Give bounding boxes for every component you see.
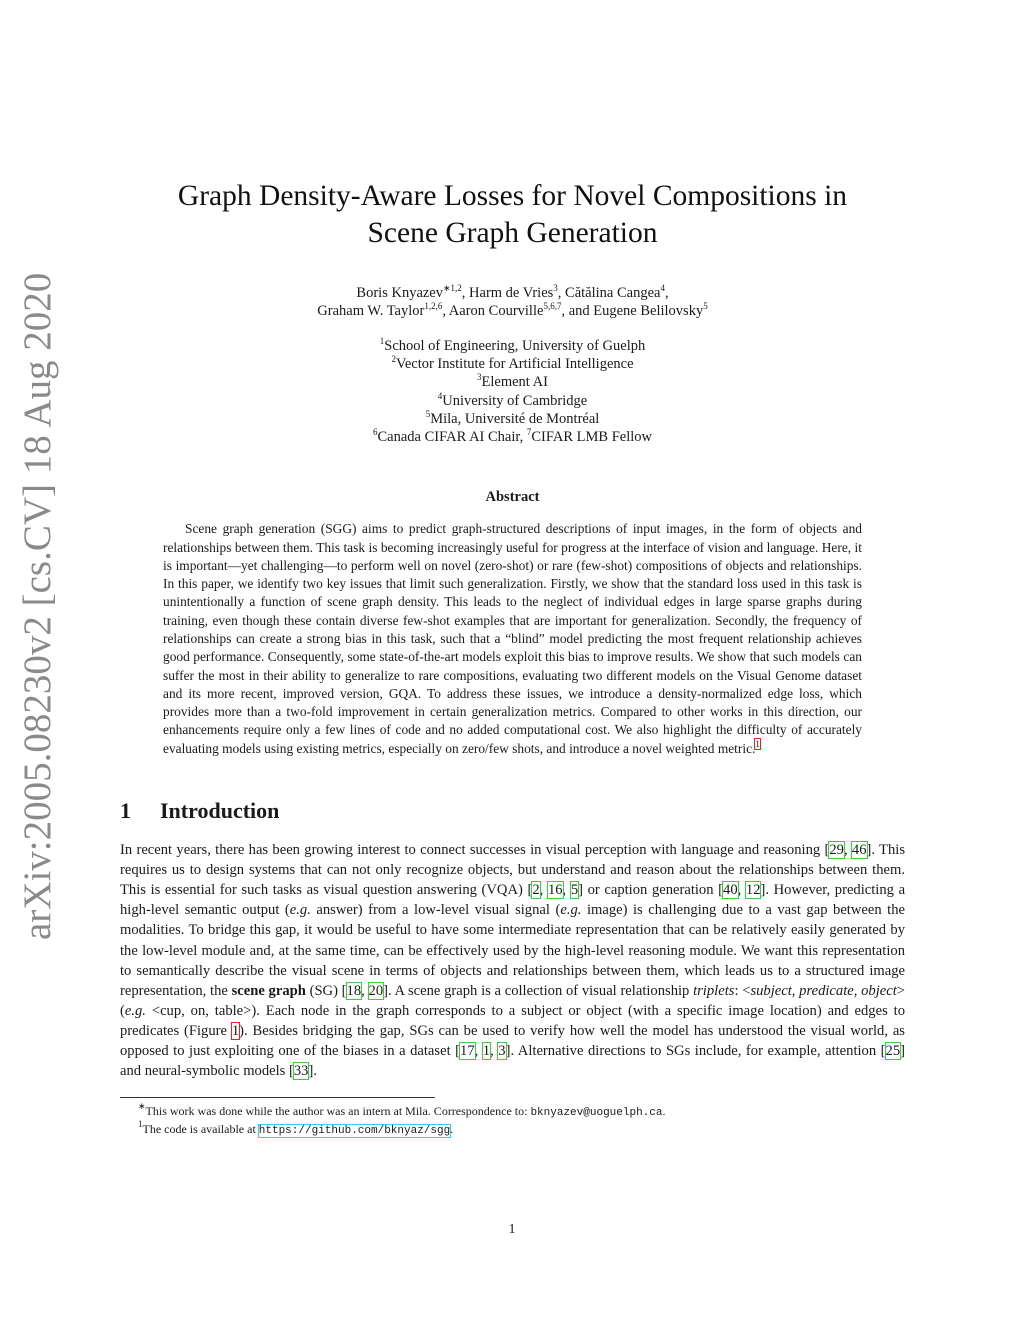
- intro-text: (SG) [: [305, 982, 347, 999]
- intro-emphasis: subject: [750, 982, 792, 999]
- intro-text: ]. This requires us to design systems that can not only recognize objects, but understand and reason about the relationships between them. This is essential for such tasks as visual question answering (VQA) [: [120, 842, 906, 899]
- citation-link[interactable]: 46: [851, 842, 867, 859]
- footnote-mark: ∗: [138, 1101, 146, 1112]
- affiliation-item: [120, 355, 905, 373]
- affil-text: University of Cambridge: [442, 392, 588, 409]
- author-affil-sup: 1,2,6: [424, 301, 443, 311]
- footnote-text: .: [662, 1104, 666, 1119]
- email-address[interactable]: bknyazev@uoguelph.ca: [530, 1107, 663, 1120]
- author-affil-sup: ∗1,2: [443, 283, 462, 293]
- intro-text: ,: [843, 842, 852, 859]
- intro-text: > (: [120, 982, 906, 1019]
- citation-link[interactable]: 18: [346, 982, 362, 999]
- affil-sup: 6: [373, 427, 378, 438]
- intro-text: ].: [308, 1063, 317, 1080]
- abstract-heading: Abstract: [485, 489, 540, 506]
- figure-link[interactable]: 1: [231, 1022, 240, 1039]
- intro-text: ,: [474, 1043, 483, 1060]
- intro-emphasis: predicate: [799, 982, 854, 999]
- authors-line-2: [120, 302, 905, 320]
- page-number: 1: [508, 1222, 516, 1237]
- code-url-link[interactable]: https://github.com/bknyaz/sgg: [258, 1124, 451, 1137]
- affiliation-item: [120, 373, 905, 391]
- affiliation-item: [120, 392, 905, 410]
- intro-text: ). Besides bridging the gap, SGs can be used to verify how well the model has understood the visual world, as opposed to just exploiting one of the biases in a dataset [: [120, 1022, 905, 1060]
- author-affil-sup: 3: [553, 283, 558, 293]
- author-list: [120, 284, 905, 320]
- affiliation-item: [120, 428, 905, 446]
- affil-sup: 4: [437, 390, 443, 401]
- intro-text: ,: [853, 982, 862, 999]
- affil-text: Canada CIFAR AI Chair,: [377, 429, 527, 446]
- intro-text: In recent years, there has been growing interest to connect successes in visual perception with language and reasoning [: [120, 842, 830, 859]
- footnotes: [120, 1101, 905, 1139]
- citation-link[interactable]: 1: [482, 1043, 491, 1060]
- intro-text: ,: [490, 1043, 499, 1060]
- abstract-text: Scene graph generation (SGG) aims to predict graph-structured descriptions of input images, in the form of objects and relationships between them. This task is becoming increasingly useful for progress at the interface of vision and language. Here, it is important—yet challenging—to perform well on novel (zero-shot) or rare (few-shot) compositions of objects and relationships. In this paper, we identify two key issues that limit such generalization. Firstly, we show that the standard loss used in this task is unintentionally a function of scene graph density. This leads to the neglect of individual edges in large sparse graphs during training, even though these contain diverse few-shot examples that are important for generalization. Secondly, the frequency of relationships can create a strong bias in this task, such that a “blind” model predicting the most frequent relationship achieves good performance. Consequently, some state-of-the-art models exploit this bias to improve results. We show that such models can suffer the most in their ability to generalize to rare compositions, evaluating two different models on the Visual Genome dataset and its more recent, improved version, GQA. To address these issues, we introduce a density-normalized edge loss, which provides more than a two-fold improvement in certain generalization metrics. Compared to other works in this direction, our enhancements require only a few lines of code and no added computational cost. We also highlight the difficulty of accurately evaluating models using existing metrics, especially on zero/few shots, and introduce a novel weighted metric.: [163, 521, 862, 756]
- intro-text: ]. However, predicting a high-level semantic output (: [120, 882, 906, 919]
- footnote-text: .: [450, 1121, 454, 1136]
- intro-text: ,: [361, 982, 369, 999]
- affil-sup: 1: [379, 336, 385, 346]
- intro-text: answer) from a low-level visual signal (: [310, 902, 561, 919]
- arxiv-identifier-stamp: arXiv:2005.08230v2 [cs.CV] 18 Aug 2020: [16, 272, 59, 940]
- author-name: , Cătălina Cangea: [557, 285, 661, 301]
- affil-text: School of Engineering, University of Guelph: [384, 338, 646, 354]
- title-line-2: Scene Graph Generation: [367, 217, 658, 249]
- citation-link[interactable]: 12: [745, 882, 761, 899]
- title-line-1: Graph Density-Aware Losses for Novel Compositions in: [177, 180, 848, 212]
- abstract-body: [163, 520, 862, 758]
- citation-link[interactable]: 29: [829, 842, 844, 859]
- author-name: Graham W. Taylor: [317, 303, 425, 319]
- intro-emphasis: triplets: [693, 982, 735, 999]
- intro-text: ] or caption generation [: [578, 882, 724, 899]
- citation-link[interactable]: 16: [547, 882, 563, 899]
- intro-text: ,: [737, 882, 746, 899]
- intro-emphasis: e.g.: [124, 1002, 146, 1019]
- affil-text: Mila, Université de Montréal: [430, 410, 600, 427]
- intro-text: ] and neural-symbolic models [: [120, 1043, 906, 1080]
- introduction-paragraph: [120, 840, 905, 1081]
- affiliation-item: [120, 410, 905, 428]
- paper-page: [120, 0, 905, 1139]
- intro-bold-term: scene graph: [231, 982, 306, 999]
- author-name: , Harm de Vries: [461, 285, 554, 301]
- affil-text: Element AI: [481, 374, 548, 391]
- affiliation-list: [120, 337, 905, 446]
- intro-text: ,: [539, 882, 548, 899]
- author-name: , Aaron Courville: [442, 303, 544, 319]
- affil-text: Vector Institute for Artificial Intelligence: [395, 356, 634, 373]
- authors-line-1: [120, 284, 905, 302]
- footnote-link[interactable]: 1: [755, 738, 760, 749]
- affiliation-item: [120, 337, 905, 355]
- intro-emphasis: object: [861, 982, 897, 999]
- section-heading: [120, 798, 905, 824]
- intro-emphasis: e.g.: [560, 902, 582, 919]
- intro-text: ]. Alternative directions to SGs include, for example, attention [: [505, 1043, 886, 1060]
- footnote-text: This work was done while the author was an intern at Mila. Correspondence to:: [145, 1104, 531, 1119]
- section-number: 1: [120, 798, 131, 824]
- intro-text: image) is challenging due to a vast gap between the modalities. To bridge this gap, it would be useful to have some intermediate representation that can be relatively easily generated by the low-level module and, at the same time, can be effectively used by the high-level reasoning module. We want this representation to semantically describe the visual scene in terms of objects and relationships between them, which leads us to a structured image representation, the: [120, 902, 906, 999]
- author-affil-sup: 4: [660, 283, 665, 293]
- affil-sup: 3: [477, 372, 482, 383]
- intro-text: ,: [791, 982, 800, 999]
- intro-text: ,: [562, 882, 571, 899]
- author-affil-sup: 5,6,7: [543, 301, 562, 311]
- affil-sup: 7: [526, 427, 532, 438]
- footnote-divider: [120, 1097, 435, 1098]
- citation-link[interactable]: 33: [293, 1063, 309, 1080]
- footnote-mark: 1: [138, 1118, 143, 1129]
- footnote-item: [120, 1118, 905, 1140]
- citation-link[interactable]: 40: [723, 882, 738, 899]
- citation-link[interactable]: 3: [498, 1043, 506, 1060]
- intro-text: <cup, on, table>). Each node in the graph corresponds to a subject or object (with a specific image location) and edges to predicates (Figure: [120, 1002, 905, 1039]
- affil-text: CIFAR LMB Fellow: [531, 429, 652, 446]
- citation-link[interactable]: 5: [570, 882, 579, 899]
- paper-title: [120, 178, 905, 252]
- intro-emphasis: e.g.: [289, 902, 311, 919]
- intro-text: : <: [734, 982, 751, 999]
- author-sep: ,: [664, 285, 669, 301]
- author-name: Boris Knyazev: [356, 285, 443, 301]
- citation-link[interactable]: 25: [885, 1043, 901, 1060]
- citation-link[interactable]: 2: [532, 882, 540, 899]
- footnote-item: [120, 1101, 905, 1122]
- footnote-text: The code is available at: [142, 1121, 259, 1136]
- affil-sup: 2: [391, 354, 396, 365]
- section-title: Introduction: [160, 798, 280, 824]
- author-name: , and Eugene Belilovsky: [561, 303, 704, 319]
- citation-link[interactable]: 20: [368, 982, 384, 999]
- intro-text: ]. A scene graph is a collection of visual relationship: [383, 982, 694, 999]
- affil-sup: 5: [425, 408, 431, 419]
- citation-link[interactable]: 17: [460, 1043, 475, 1060]
- author-affil-sup: 5: [703, 301, 708, 311]
